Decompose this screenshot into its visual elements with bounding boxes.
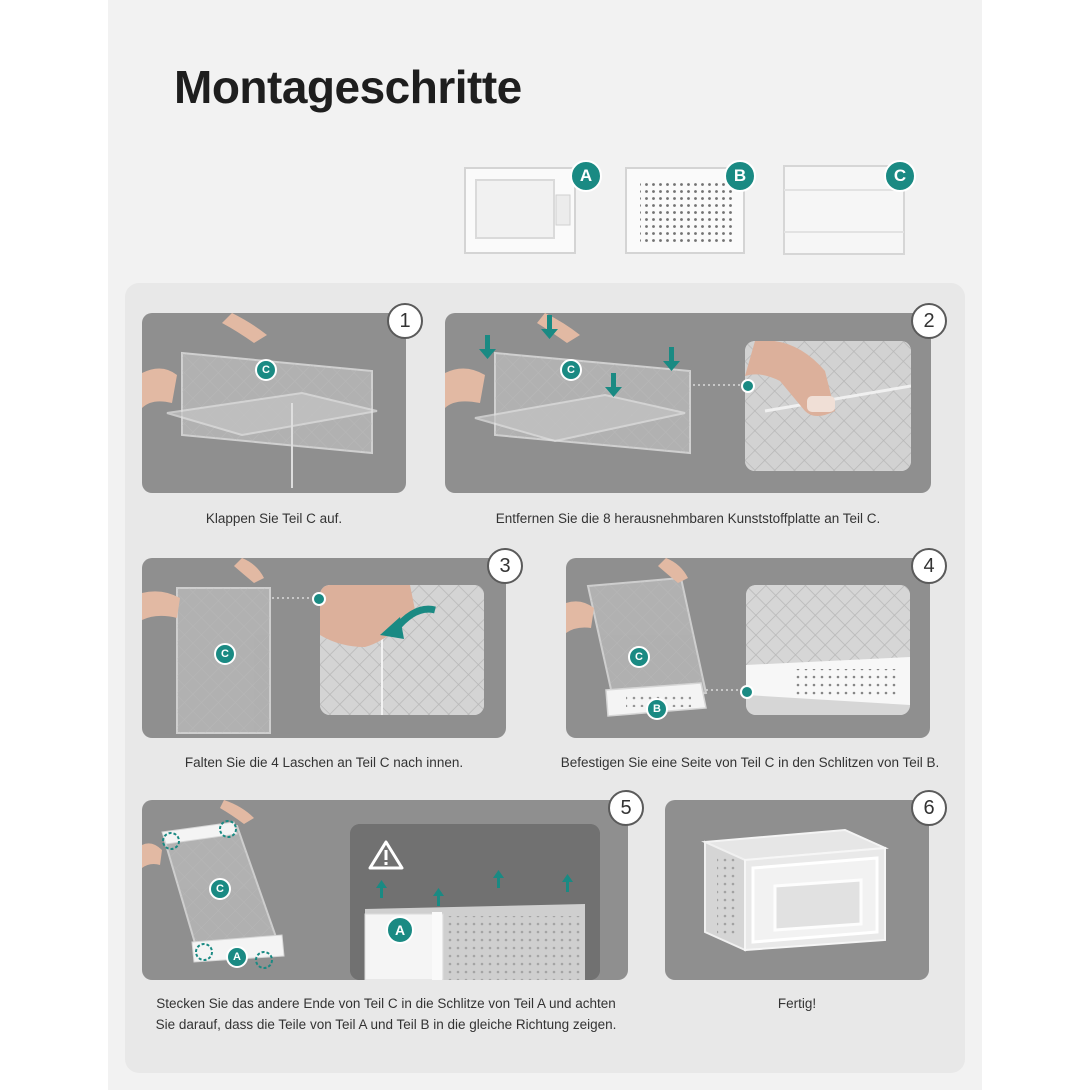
- step-5-label-c: C: [209, 878, 231, 900]
- parts-overview: [460, 160, 920, 260]
- step-4-caption: Befestigen Sie eine Seite von Teil C in den Schlitzen von Teil B.: [560, 755, 940, 770]
- step-5-caption-line-2: Sie darauf, dass die Teile von Teil A und Teil B in die gleiche Richtung zeigen.: [155, 1017, 617, 1032]
- step-3-detail-dot: [312, 592, 326, 606]
- part-c-badge: C: [884, 160, 916, 192]
- step-6-caption: Fertig!: [777, 996, 817, 1011]
- step-4-number: 4: [911, 548, 947, 584]
- step-5-label-a: A: [226, 946, 248, 968]
- step-2-detail-dot: [741, 379, 755, 393]
- step-1-label-c: C: [255, 359, 277, 381]
- page-title: Montageschritte: [174, 61, 522, 113]
- step-3-label-c: C: [214, 643, 236, 665]
- step-3-number: 3: [487, 548, 523, 584]
- step-2-number: 2: [911, 303, 947, 339]
- part-c: [780, 160, 930, 256]
- step-5-caption: [100, 993, 672, 1035]
- step-1-image: [142, 313, 406, 493]
- step-6-number: 6: [911, 790, 947, 826]
- step-1-number: 1: [387, 303, 423, 339]
- step-3-detail: [320, 585, 484, 715]
- part-b-badge: B: [724, 160, 756, 192]
- step-4-label-b: B: [646, 698, 668, 720]
- step-5-detail: [350, 824, 600, 980]
- part-a: [460, 160, 610, 256]
- step-2-caption: Entfernen Sie die 8 herausnehmbaren Kunststoffplatte an Teil C.: [495, 511, 881, 526]
- step-4-image: [566, 558, 930, 738]
- step-3-image: [142, 558, 506, 738]
- step-4-label-c: C: [628, 646, 650, 668]
- step-4-detail: [746, 585, 910, 715]
- step-5-number: 5: [608, 790, 644, 826]
- step-6-image: [665, 800, 929, 980]
- part-b: [622, 160, 772, 256]
- step-5-caption-line-1: Stecken Sie das andere Ende von Teil C in die Schlitze von Teil A und achten: [156, 996, 616, 1011]
- step-1-caption: Klappen Sie Teil C auf.: [205, 511, 343, 526]
- step-2-detail: [745, 341, 911, 471]
- step-2-label-c: C: [560, 359, 582, 381]
- step-4-detail-dot: [740, 685, 754, 699]
- step-5-detail-label-a: A: [386, 916, 414, 944]
- step-2-image: [445, 313, 931, 493]
- step-5-image: [142, 800, 628, 980]
- part-a-badge: A: [570, 160, 602, 192]
- step-3-caption: Falten Sie die 4 Laschen an Teil C nach innen.: [184, 755, 464, 770]
